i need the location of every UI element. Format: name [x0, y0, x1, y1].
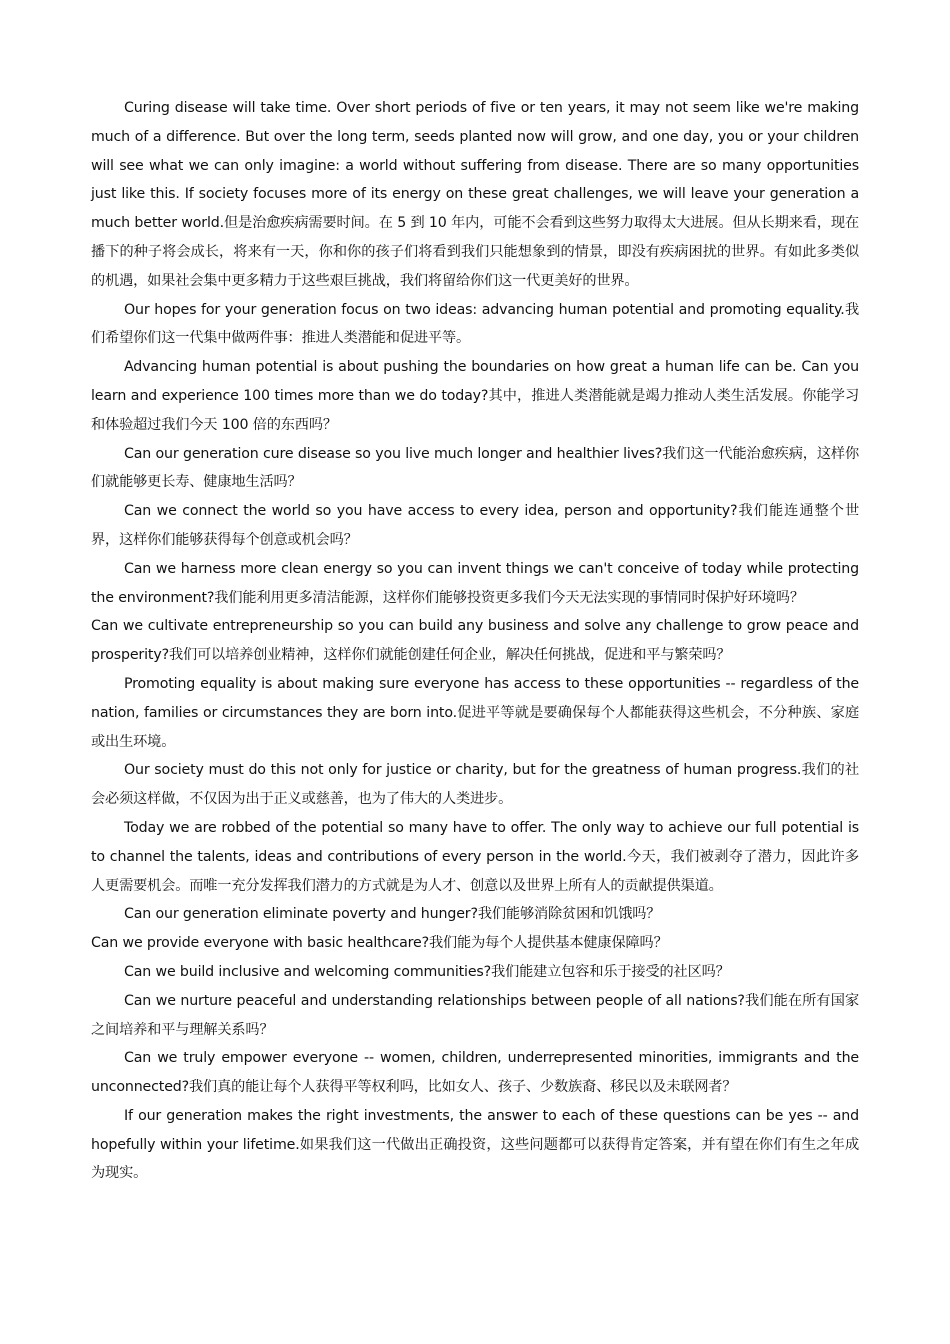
paragraph-robbed-potential: Today we are robbed of the potential so many have to offer. The only way to achieve our full potential is to channel the talents, ideas and contributions of every person in the world.今天，我们被剥夺了潜力，因此许多人更需要机会。而唯一充分发挥我们潜力的方式就是为人才、创意以及世界上所有人的贡献提供渠道。 [91, 819, 859, 894]
paragraph-empower-everyone: Can we truly empower everyone -- women, children, underrepresented minorities, immigrants and the unconnected?我们真的能让每个人获得平等权利吗，比如女人、孩子、少数族裔、移民以及未联网者？ [91, 1050, 859, 1096]
paragraph-inclusive-communities: Can we build inclusive and welcoming communities?我们能建立包容和乐于接受的社区吗？ [124, 963, 730, 980]
paragraph-justice-charity: Our society must do this not only for justice or charity, but for the greatness of human progress.我们的社会必须这样做，不仅因为出于正义或慈善，也为了伟大的人类进步。 [91, 762, 859, 808]
document-body [91, 94, 859, 1188]
paragraph-right-investments: If our generation makes the right investments, the answer to each of these questions can be yes -- and hopefully within your lifetime.如果我们这一代做出正确投资，这些问题都可以获得肯定答案，并有望在你们有生之年成为现实。 [91, 1107, 859, 1182]
paragraph-peaceful-relationships: Can we nurture peaceful and understanding relationships between people of all nations?我们能在所有国家之间培养和平与理解关系吗？ [91, 992, 859, 1038]
paragraph-curing-disease: Curing disease will take time. Over short periods of five or ten years, it may not seem like we're making much of a difference. But over the long term, seeds planted now will grow, and one day, you or your children will see what we can only imagine: a world without suffering from disease. There are so many opportunities just like this. If society focuses more of its energy on these great challenges, we will leave your generation a much better world.但是治愈疾病需要时间。在 5 到 10 年内，可能不会看到这些努力取得太大进展。但从长期来看，现在播下的种子将会成长，将来有一天，你和你的孩子们将看到我们只能想象到的情景，即没有疾病困扰的世界。有如此多类似的机遇，如果社会集中更多精力于这些艰巨挑战，我们将留给你们这一代更美好的世界。 [91, 100, 859, 289]
paragraph-advancing-potential: Advancing human potential is about pushing the boundaries on how great a human life can be. Can you learn and experience 100 times more than we do today?其中，推进人类潜能就是竭力推动人类生活发展。你能学习和体验超过我们今天 100 倍的东西吗？ [91, 359, 859, 433]
paragraph-poverty-hunger: Can our generation eliminate poverty and hunger?我们能够消除贫困和饥饿吗？ [124, 906, 661, 923]
paragraph-basic-healthcare: Can we provide everyone with basic healthcare?我们能为每个人提供基本健康保障吗？ [91, 935, 668, 952]
paragraph-promoting-equality: Promoting equality is about making sure everyone has access to these opportunities -- regardless of the nation, families or circumstances they are born into.促进平等就是要确保每个人都能获得这些机会，不分种族、家庭或出生环境。 [91, 675, 859, 750]
paragraph-clean-energy: Can we harness more clean energy so you can invent things we can't conceive of today while protecting the environment?我们能利用更多清洁能源，这样你们能够投资更多我们今天无法实现的事情同时保护好环境吗？ [91, 560, 859, 606]
paragraph-entrepreneurship: Can we cultivate entrepreneurship so you can build any business and solve any challenge to grow peace and prosperity?我们可以培养创业精神，这样你们就能创建任何企业，解决任何挑战，促进和平与繁荣吗？ [91, 618, 859, 664]
paragraph-hopes-two-ideas: Our hopes for your generation focus on two ideas: advancing human potential and promoting equality.我们希望你们这一代集中做两件事：推进人类潜能和促进平等。 [91, 301, 859, 347]
paragraph-cure-disease: Can our generation cure disease so you live much longer and healthier lives?我们这一代能治愈疾病，这样你们就能够更长寿、健康地生活吗？ [91, 445, 859, 491]
paragraph-connect-world: Can we connect the world so you have access to every idea, person and opportunity?我们能连通整个世界，这样你们能够获得每个创意或机会吗？ [91, 503, 859, 548]
